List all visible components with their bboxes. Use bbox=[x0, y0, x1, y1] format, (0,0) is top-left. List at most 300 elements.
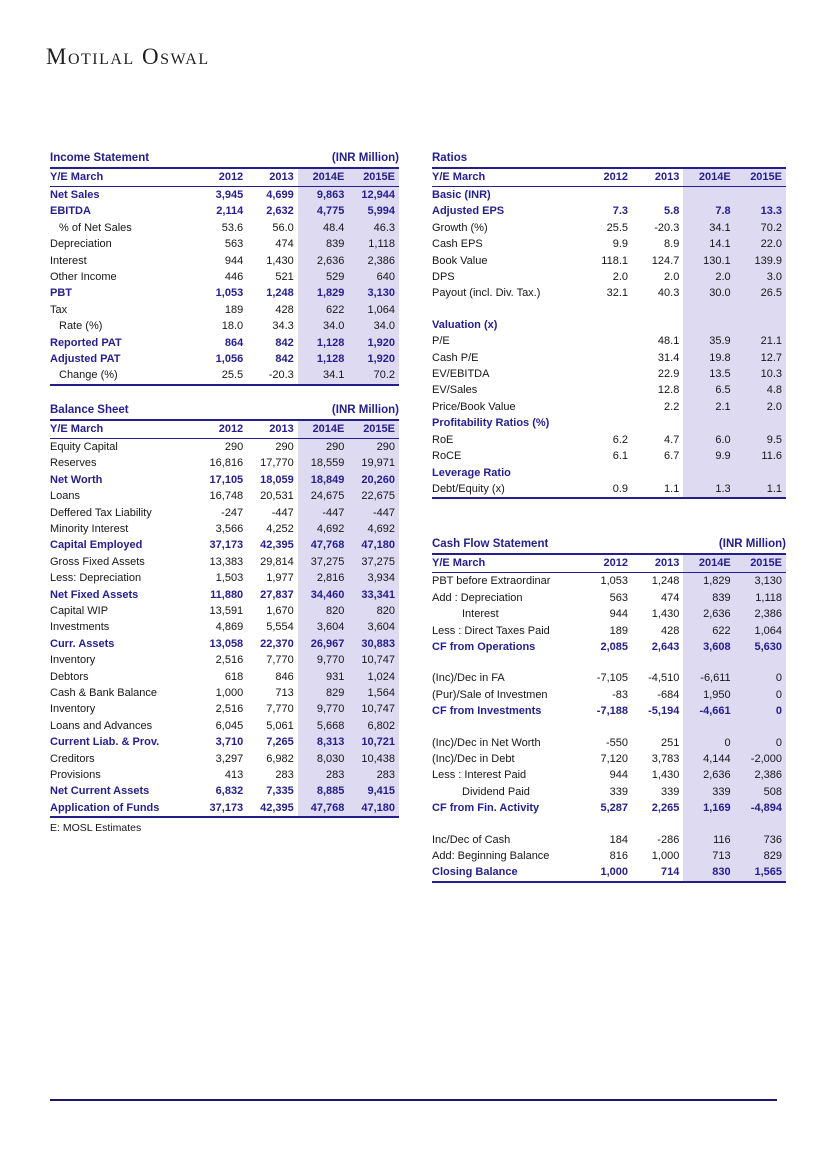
cell-value: 5,630 bbox=[735, 639, 786, 655]
cell-value: 6,982 bbox=[266, 752, 294, 765]
cell-value: 48.4 bbox=[298, 220, 349, 236]
ratios-title-row bbox=[432, 151, 786, 169]
table-row bbox=[432, 800, 786, 816]
year-column-header: 2013 bbox=[247, 169, 298, 187]
cell-value: 474 bbox=[660, 591, 680, 604]
cell-value: 5,554 bbox=[266, 621, 294, 634]
cell-value: 10.3 bbox=[735, 366, 786, 382]
cell-value: 3,130 bbox=[735, 573, 786, 590]
cell-value: 18,849 bbox=[298, 472, 349, 488]
cell-value: 13,591 bbox=[209, 604, 244, 617]
cell-value bbox=[735, 302, 786, 317]
cell-value: 820 bbox=[348, 603, 399, 619]
cell-value: -684 bbox=[657, 688, 680, 701]
cell-value: 1,118 bbox=[735, 590, 786, 606]
cell-value: 7,770 bbox=[266, 654, 294, 667]
row-label: EBITDA bbox=[50, 205, 91, 218]
cell-value bbox=[581, 655, 632, 670]
year-column-header: 2013 bbox=[247, 421, 298, 439]
year-column-header: 2013 bbox=[632, 555, 683, 573]
balance-sheet-title-row bbox=[50, 403, 399, 421]
cell-value: 2,265 bbox=[651, 802, 680, 815]
row-label: Cash & Bank Balance bbox=[50, 686, 158, 699]
table-row bbox=[50, 187, 399, 204]
cell-value: 2,386 bbox=[735, 606, 786, 622]
cell-value: 4,869 bbox=[215, 621, 244, 634]
cell-value bbox=[632, 317, 683, 333]
table-row bbox=[432, 687, 786, 703]
cell-value: 22,370 bbox=[260, 637, 294, 650]
cell-value: 11.6 bbox=[735, 448, 786, 464]
cell-value bbox=[581, 817, 632, 832]
cell-value bbox=[735, 720, 786, 735]
cell-value: -20.3 bbox=[247, 367, 298, 384]
row-label: P/E bbox=[432, 335, 450, 348]
table-row bbox=[432, 590, 786, 606]
cell-value: 931 bbox=[298, 669, 349, 685]
cell-value: 820 bbox=[298, 603, 349, 619]
right-column bbox=[432, 151, 786, 883]
row-label: Minority Interest bbox=[50, 522, 129, 535]
cell-value: 8,885 bbox=[298, 783, 349, 799]
cell-value: 1,053 bbox=[600, 575, 628, 588]
cell-value: 3.0 bbox=[735, 269, 786, 285]
cell-value: -447 bbox=[271, 506, 294, 519]
row-label: Inc/Dec of Cash bbox=[432, 833, 511, 846]
row-label: Add: Beginning Balance bbox=[432, 850, 550, 862]
year-column-header: 2014E bbox=[683, 555, 734, 573]
cell-value: 428 bbox=[660, 624, 680, 637]
cell-value: 1,064 bbox=[348, 302, 399, 318]
cell-value: 563 bbox=[224, 238, 244, 251]
cell-value bbox=[581, 350, 632, 366]
cell-value bbox=[632, 817, 683, 832]
cell-value: 189 bbox=[609, 624, 628, 637]
row-label: Inventory bbox=[50, 703, 96, 716]
cell-value bbox=[735, 655, 786, 670]
table-row bbox=[50, 636, 399, 652]
cell-value: 184 bbox=[609, 833, 628, 846]
table-row bbox=[50, 685, 399, 701]
ratios-table bbox=[432, 151, 786, 499]
cell-value: 2,632 bbox=[266, 205, 294, 218]
row-label: Loans and Advances bbox=[50, 719, 153, 732]
spacer-row bbox=[432, 302, 786, 317]
cell-value: 37,275 bbox=[298, 554, 349, 570]
cell-value: 7,120 bbox=[600, 752, 628, 765]
row-label: PBT before Extraordinar bbox=[432, 575, 551, 588]
row-label: Current Liab. & Prov. bbox=[50, 736, 160, 749]
cell-value: 12.8 bbox=[657, 384, 680, 397]
cell-value bbox=[683, 465, 734, 481]
cell-value: -7,188 bbox=[596, 705, 628, 718]
cell-value: 34.1 bbox=[298, 367, 349, 384]
row-label: Valuation (x) bbox=[432, 318, 498, 331]
cell-value: 3,783 bbox=[651, 752, 680, 765]
cell-value: 2,643 bbox=[651, 640, 680, 653]
table-row bbox=[432, 767, 786, 783]
year-column-header: 2015E bbox=[735, 555, 786, 573]
table-row bbox=[50, 734, 399, 750]
table-row bbox=[50, 472, 399, 488]
cell-value bbox=[581, 382, 632, 398]
year-end-label: Y/E March bbox=[50, 421, 197, 439]
row-label: Add : Depreciation bbox=[432, 591, 523, 604]
cell-value: 2,386 bbox=[735, 767, 786, 783]
cell-value: 4,775 bbox=[298, 203, 349, 219]
cash-flow-table bbox=[432, 537, 786, 883]
cell-value: 25.5 bbox=[197, 367, 248, 384]
cell-value: 521 bbox=[275, 271, 294, 284]
cell-value: 27,837 bbox=[260, 588, 294, 601]
table-row bbox=[50, 521, 399, 537]
table-row bbox=[50, 669, 399, 685]
table-row bbox=[432, 203, 786, 219]
estimates-footnote: E: MOSL Estimates bbox=[50, 822, 142, 835]
row-label: Creditors bbox=[50, 752, 95, 765]
cell-value: -83 bbox=[612, 688, 628, 701]
table-row bbox=[432, 465, 786, 481]
cell-value: 70.2 bbox=[735, 220, 786, 236]
cell-value: 290 bbox=[224, 440, 244, 453]
cell-value: 3,297 bbox=[215, 752, 244, 765]
spacer-row bbox=[432, 655, 786, 670]
ratios-grid bbox=[432, 169, 786, 499]
spacer-row bbox=[432, 720, 786, 735]
year-column-header: 2015E bbox=[348, 169, 399, 187]
year-column-header: 2012 bbox=[197, 169, 248, 187]
cell-value: 30.0 bbox=[683, 285, 734, 301]
cell-value: 17,105 bbox=[209, 473, 244, 486]
year-end-label: Y/E March bbox=[50, 169, 197, 187]
cell-value: 7.8 bbox=[683, 203, 734, 219]
table-row bbox=[50, 455, 399, 471]
cell-value: 13.3 bbox=[735, 203, 786, 219]
cell-value: 842 bbox=[275, 353, 294, 366]
cell-value: 9.9 bbox=[683, 448, 734, 464]
row-label: EV/EBITDA bbox=[432, 368, 490, 381]
cell-value: 290 bbox=[275, 440, 294, 453]
cell-value: 622 bbox=[683, 623, 734, 639]
row-label: Leverage Ratio bbox=[432, 466, 511, 479]
cell-value: 8,030 bbox=[298, 751, 349, 767]
row-label: Gross Fixed Assets bbox=[50, 555, 145, 568]
cell-value: -6,611 bbox=[683, 670, 734, 686]
table-row bbox=[432, 317, 786, 333]
table-row bbox=[50, 652, 399, 668]
table-row bbox=[432, 670, 786, 686]
cell-value: 1,000 bbox=[581, 864, 632, 881]
cell-value: 4,699 bbox=[266, 189, 294, 201]
cell-value: 283 bbox=[298, 767, 349, 783]
cell-value: 8.9 bbox=[664, 238, 680, 251]
cell-value: 1,064 bbox=[735, 623, 786, 639]
cell-value: 9,415 bbox=[348, 783, 399, 799]
row-label: Other Income bbox=[50, 271, 117, 284]
cell-value: 7,335 bbox=[266, 785, 294, 798]
cell-value: 24,675 bbox=[298, 488, 349, 504]
cell-value: 563 bbox=[609, 591, 628, 604]
cell-value: 529 bbox=[298, 269, 349, 285]
table-row bbox=[432, 735, 786, 751]
cell-value: 736 bbox=[735, 832, 786, 848]
cell-value: 251 bbox=[660, 736, 680, 749]
cell-value: 19.8 bbox=[683, 350, 734, 366]
table-row bbox=[432, 366, 786, 382]
row-label: Investments bbox=[50, 621, 110, 634]
cell-value: 283 bbox=[275, 769, 294, 781]
cell-value: 1,118 bbox=[348, 236, 399, 252]
row-label: CF from Investments bbox=[432, 705, 542, 718]
row-label: RoE bbox=[432, 433, 454, 446]
cell-value: 20,260 bbox=[348, 472, 399, 488]
cell-value: 3,130 bbox=[348, 285, 399, 301]
cell-value: 0 bbox=[735, 703, 786, 719]
row-label: (Inc)/Dec in Debt bbox=[432, 752, 515, 765]
cell-value: 37,275 bbox=[348, 554, 399, 570]
column-header-row bbox=[432, 555, 786, 573]
table-title: Income Statement bbox=[50, 152, 150, 164]
table-row bbox=[432, 415, 786, 431]
row-label: Loans bbox=[50, 490, 80, 503]
cell-value: 34.1 bbox=[683, 220, 734, 236]
cell-value: 42,395 bbox=[260, 539, 294, 552]
table-row bbox=[432, 285, 786, 301]
cell-value: 4.7 bbox=[664, 433, 680, 446]
balance-sheet-grid bbox=[50, 421, 399, 818]
row-label: DPS bbox=[432, 271, 455, 284]
cell-value: 12.7 bbox=[735, 350, 786, 366]
brand-logo bbox=[46, 44, 210, 70]
year-column-header: 2013 bbox=[632, 169, 683, 187]
table-row bbox=[50, 783, 399, 799]
cell-value: 4,692 bbox=[348, 521, 399, 537]
cell-value: 0 bbox=[683, 735, 734, 751]
cell-value: 0 bbox=[735, 670, 786, 686]
cell-value: 839 bbox=[683, 590, 734, 606]
cell-value: 3,608 bbox=[683, 639, 734, 655]
cell-value: 1,056 bbox=[215, 353, 244, 366]
cell-value bbox=[632, 302, 683, 317]
cell-value bbox=[581, 720, 632, 735]
cell-value: 6,045 bbox=[215, 719, 244, 732]
table-row bbox=[50, 751, 399, 767]
cell-value: 31.4 bbox=[657, 351, 680, 364]
cell-value: 1.3 bbox=[683, 481, 734, 498]
cell-value bbox=[581, 399, 632, 415]
cell-value: 10,438 bbox=[348, 751, 399, 767]
cell-value: 3,604 bbox=[348, 619, 399, 635]
row-label: Book Value bbox=[432, 254, 488, 267]
row-label: CF from Operations bbox=[432, 640, 536, 653]
left-column bbox=[50, 151, 399, 834]
table-row bbox=[50, 570, 399, 586]
row-label: Dividend Paid bbox=[462, 785, 530, 798]
cell-value: 2,636 bbox=[683, 606, 734, 622]
cell-value: 713 bbox=[683, 848, 734, 864]
table-row bbox=[432, 333, 786, 349]
table-row bbox=[432, 253, 786, 269]
cell-value: 1,829 bbox=[298, 285, 349, 301]
income-statement-grid bbox=[50, 169, 399, 386]
row-label: Debtors bbox=[50, 670, 89, 683]
cell-value: 618 bbox=[224, 670, 244, 683]
table-row bbox=[50, 285, 399, 301]
cell-value: 70.2 bbox=[348, 367, 399, 384]
row-label: Profitability Ratios (%) bbox=[432, 417, 550, 430]
table-row bbox=[432, 432, 786, 448]
row-label: PBT bbox=[50, 287, 72, 300]
cell-value: 34,460 bbox=[298, 587, 349, 603]
cell-value: -286 bbox=[657, 833, 680, 846]
logo-text: Motilal Oswal bbox=[46, 44, 210, 69]
cell-value: -4,661 bbox=[683, 703, 734, 719]
table-row bbox=[432, 573, 786, 590]
cell-value: 13,383 bbox=[209, 555, 244, 568]
row-label: Growth (%) bbox=[432, 221, 488, 234]
column-header-row bbox=[50, 169, 399, 187]
row-label: Inventory bbox=[50, 654, 96, 667]
cell-value: -447 bbox=[298, 505, 349, 521]
cell-value: -447 bbox=[348, 505, 399, 521]
table-row bbox=[50, 701, 399, 717]
cell-value: 46.3 bbox=[348, 220, 399, 236]
cell-value: 0 bbox=[735, 735, 786, 751]
cell-value: 2.1 bbox=[683, 399, 734, 415]
cell-value bbox=[581, 302, 632, 317]
cell-value bbox=[735, 465, 786, 481]
cell-value: 1.1 bbox=[632, 481, 683, 498]
column-header-row bbox=[50, 421, 399, 439]
cell-value: 713 bbox=[275, 686, 294, 699]
cell-value: 6.7 bbox=[664, 450, 680, 463]
cell-value: 3,945 bbox=[215, 189, 244, 201]
cell-value: 2,516 bbox=[215, 654, 244, 667]
cell-value: 1,564 bbox=[348, 685, 399, 701]
cell-value: 2,816 bbox=[298, 570, 349, 586]
year-end-label: Y/E March bbox=[432, 169, 581, 187]
table-row bbox=[432, 606, 786, 622]
table-row bbox=[50, 253, 399, 269]
cash-flow-title-row bbox=[432, 537, 786, 555]
cell-value: 714 bbox=[632, 864, 683, 881]
cell-value: 1,920 bbox=[348, 351, 399, 367]
cell-value: 37,173 bbox=[197, 800, 248, 817]
cell-value: 4,692 bbox=[298, 521, 349, 537]
table-unit: (INR Million) bbox=[331, 403, 399, 416]
cell-value bbox=[632, 415, 683, 431]
cell-value: 13,058 bbox=[209, 637, 244, 650]
cell-value: 1,430 bbox=[651, 608, 680, 621]
row-label: Capital Employed bbox=[50, 539, 143, 552]
cell-value bbox=[581, 333, 632, 349]
cell-value: 3,934 bbox=[348, 570, 399, 586]
table-row bbox=[50, 619, 399, 635]
cell-value: 1,128 bbox=[298, 335, 349, 351]
cell-value: 34.0 bbox=[298, 318, 349, 334]
cell-value: 6,802 bbox=[348, 718, 399, 734]
cell-value: 2,085 bbox=[600, 640, 628, 653]
cell-value: 22.9 bbox=[657, 368, 680, 381]
cell-value: 10,721 bbox=[348, 734, 399, 750]
cell-value: 3,604 bbox=[298, 619, 349, 635]
cell-value: 29,814 bbox=[260, 555, 294, 568]
cell-value: 816 bbox=[609, 850, 628, 862]
cell-value: 3,566 bbox=[215, 522, 244, 535]
cell-value bbox=[632, 465, 683, 481]
table-row bbox=[432, 703, 786, 719]
cell-value: 1,829 bbox=[683, 573, 734, 590]
cell-value bbox=[683, 817, 734, 832]
row-label bbox=[432, 817, 581, 832]
cell-value: 11,880 bbox=[210, 588, 244, 601]
cell-value: 2.2 bbox=[664, 400, 680, 413]
row-label: Rate (%) bbox=[59, 320, 103, 333]
cell-value: 189 bbox=[224, 303, 244, 316]
cell-value: -4,510 bbox=[648, 672, 680, 685]
cell-value: 56.0 bbox=[272, 221, 294, 234]
cell-value bbox=[683, 720, 734, 735]
cell-value: 116 bbox=[683, 832, 734, 848]
cell-value bbox=[632, 655, 683, 670]
row-label: Cash EPS bbox=[432, 238, 483, 251]
cell-value bbox=[581, 317, 632, 333]
table-row bbox=[50, 488, 399, 504]
cell-value: 5,287 bbox=[600, 802, 628, 815]
cell-value: 7,770 bbox=[266, 703, 294, 716]
table-row bbox=[50, 554, 399, 570]
year-column-header: 2012 bbox=[581, 555, 632, 573]
cell-value: 48.1 bbox=[657, 335, 680, 348]
row-label bbox=[432, 302, 581, 317]
table-unit: (INR Million) bbox=[331, 152, 399, 164]
cell-value: 2,636 bbox=[298, 253, 349, 269]
cell-value: -247 bbox=[221, 506, 244, 519]
cell-value: -5,194 bbox=[648, 705, 680, 718]
cell-value: 6,832 bbox=[215, 785, 244, 798]
cell-value: 9.9 bbox=[612, 238, 628, 251]
cell-value: 9.5 bbox=[735, 432, 786, 448]
year-column-header: 2014E bbox=[298, 169, 349, 187]
cell-value: 1,024 bbox=[348, 669, 399, 685]
cell-value bbox=[683, 187, 734, 204]
cell-value: 839 bbox=[298, 236, 349, 252]
cell-value: 640 bbox=[348, 269, 399, 285]
cell-value bbox=[581, 366, 632, 382]
cell-value: 622 bbox=[298, 302, 349, 318]
row-label: Net Fixed Assets bbox=[50, 588, 139, 601]
cell-value: 47,768 bbox=[298, 537, 349, 553]
cell-value: 9,770 bbox=[298, 701, 349, 717]
cell-value: 53.6 bbox=[221, 221, 244, 234]
cell-value: 339 bbox=[683, 784, 734, 800]
cell-value: 47,180 bbox=[348, 537, 399, 553]
cell-value bbox=[683, 655, 734, 670]
cell-value: 118.1 bbox=[601, 254, 628, 267]
row-label: Provisions bbox=[50, 769, 101, 781]
cell-value: 21.1 bbox=[735, 333, 786, 349]
cell-value: 4,144 bbox=[683, 751, 734, 767]
cell-value: 2.0 bbox=[735, 399, 786, 415]
cell-value: 7.3 bbox=[612, 205, 628, 218]
cell-value: 339 bbox=[609, 785, 628, 798]
footer-divider bbox=[50, 1099, 777, 1101]
cell-value: 9,863 bbox=[298, 187, 349, 204]
cell-value: 37,173 bbox=[209, 539, 244, 552]
cell-value: 2,516 bbox=[215, 703, 244, 716]
row-label: Tax bbox=[50, 303, 68, 316]
row-label: Interest bbox=[462, 608, 499, 621]
